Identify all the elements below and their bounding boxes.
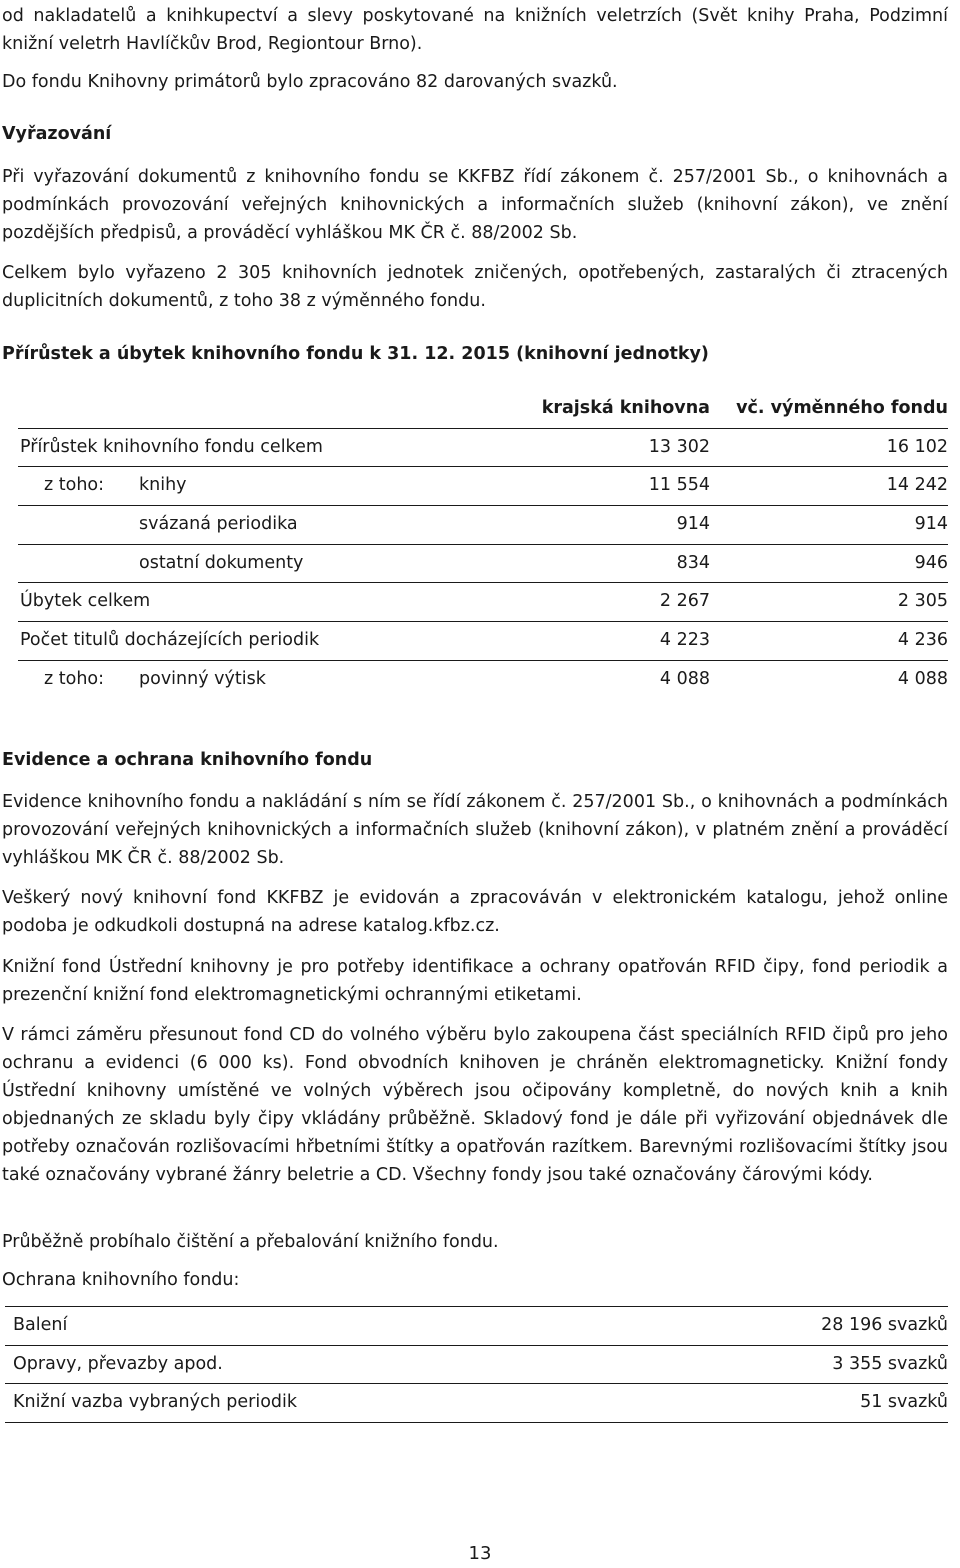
table-row: [5, 1346, 948, 1385]
row-value-vymenny: 4 236: [897, 630, 948, 651]
row-value-krajska: 914: [676, 514, 710, 535]
row-label: z toho:: [44, 668, 105, 689]
row-label: Počet titulů docházejících periodik: [20, 630, 320, 651]
row-value-vymenny: 946: [914, 552, 948, 573]
row-value-krajska: 834: [676, 552, 710, 573]
table-row: [18, 621, 948, 660]
stat-table-header: [18, 390, 948, 428]
row-value: 28 196 svazků: [821, 1315, 948, 1335]
intro-paragraph-2: Do fondu Knihovny primátorů bylo zpracováno 82 darovaných svazků.: [2, 72, 618, 92]
row-value-vymenny: 2 305: [897, 591, 948, 612]
table-row: [18, 428, 948, 467]
table-row: [18, 544, 948, 583]
row-label: Přírůstek knihovního fondu celkem: [20, 436, 323, 457]
evidence-paragraph-2: Veškerý nový knihovní fond KKFBZ je evidován a zpracováván v elektronickém katalogu, jehož online podoba je odkudkoli dostupná na adrese katalog.kfbz.cz.: [2, 888, 948, 936]
row-sublabel: svázaná periodika: [139, 514, 298, 535]
section-heading-vyrazovani: Vyřazování: [2, 124, 112, 144]
row-sublabel: ostatní dokumenty: [139, 552, 304, 573]
intro-paragraph: od nakladatelů a knihkupectví a slevy poskytované na knižních veletrzích (Svět knihy Praha, Podzimní knižní veletrh Havlíčkův Brod, Regiontour Brno).: [2, 6, 948, 54]
page-number: 13: [468, 1543, 492, 1564]
protection-label: Ochrana knihovního fondu:: [2, 1270, 240, 1290]
stat-table-title: Přírůstek a úbytek knihovního fondu k 31. 12. 2015 (knihovní jednotky): [2, 344, 709, 364]
row-value-vymenny: 14 242: [886, 475, 948, 496]
vyrazovani-paragraph-1: Při vyřazování dokumentů z knihovního fondu se KKFBZ řídí zákonem č. 257/2001 Sb., o knihovnách a podmínkách provozování veřejných knihovnických a informačních služeb (knihovní zákon), ve znění pozdějších předpisů, a prováděcí vyhláškou MK ČR č. 88/2002 Sb.: [2, 167, 948, 243]
evidence-paragraph-1: Evidence knihovního fondu a nakládání s ním se řídí zákonem č. 257/2001 Sb., o knihovnách a podmínkách provozování veřejných knihovnických a informačních služeb (knihovní zákon), v platném znění a prováděcí vyhláškou MK ČR č. 88/2002 Sb.: [2, 792, 948, 868]
row-value-krajska: 11 554: [648, 475, 710, 496]
row-label: Opravy, převazby apod.: [13, 1353, 223, 1374]
row-value-vymenny: 914: [914, 514, 948, 535]
table-row: [18, 505, 948, 544]
row-value-krajska: 13 302: [648, 436, 710, 457]
column-header-vymenny: vč. výměnného fondu: [736, 398, 948, 418]
row-value-krajska: 2 267: [659, 591, 710, 612]
row-value-vymenny: 16 102: [886, 436, 948, 457]
evidence-paragraph-3: Knižní fond Ústřední knihovny je pro potřeby identifikace a ochrany opatřován RFID čipy, fond periodik a prezenční knižní fond elektromagnetickými ochrannými etiketami.: [2, 957, 948, 1005]
table-row: [18, 582, 948, 621]
table-row: [5, 1384, 948, 1423]
table-row: [18, 660, 948, 699]
row-value-krajska: 4 223: [659, 630, 710, 651]
row-sublabel: povinný výtisk: [139, 668, 266, 689]
row-sublabel: knihy: [139, 475, 187, 496]
protection-table: [5, 1306, 948, 1423]
row-value-vymenny: 4 088: [897, 668, 948, 689]
row-value: 51 svazků: [860, 1392, 948, 1413]
row-label: Úbytek celkem: [20, 591, 151, 612]
evidence-paragraph-5: Průběžně probíhalo čištění a přebalování knižního fondu.: [2, 1232, 499, 1252]
row-label: Balení: [13, 1315, 68, 1335]
row-value: 3 355 svazků: [832, 1353, 948, 1374]
column-header-krajska: krajská knihovna: [541, 398, 710, 418]
row-value-krajska: 4 088: [659, 668, 710, 689]
table-row: [18, 466, 948, 505]
vyrazovani-paragraph-2: Celkem bylo vyřazeno 2 305 knihovních jednotek zničených, opotřebených, zastaralých či ztracených duplicitních dokumentů, z toho 38 z výměnného fondu.: [2, 263, 948, 311]
row-label: Knižní vazba vybraných periodik: [13, 1392, 297, 1413]
row-label: z toho:: [44, 475, 105, 496]
evidence-paragraph-4: V rámci záměru přesunout fond CD do volného výběru bylo zakoupena část speciálních RFID čipů pro jeho ochranu a evidenci (6 000 ks). Fond obvodních knihoven je chráněn elektromagneticky. Knižní fondy Ústřední knihovny umístěné ve volných výběrech jsou očipovány kompletně, do nových knih a knih objednaných ze skladu byly čipy vkládány průběžně. Skladový fond je dále při vyřizování objednávek dle potřeby označován rozlišovacími hřbetními štítky a opatřován razítkem. Barevnými rozlišovacími štítky jsou také označovány vybrané žánry beletrie a CD. Všechny fondy jsou také označovány čárovými kódy.: [2, 1025, 948, 1185]
stat-table: [18, 390, 948, 699]
table-row: [5, 1307, 948, 1346]
section-heading-evidence: Evidence a ochrana knihovního fondu: [2, 750, 373, 770]
